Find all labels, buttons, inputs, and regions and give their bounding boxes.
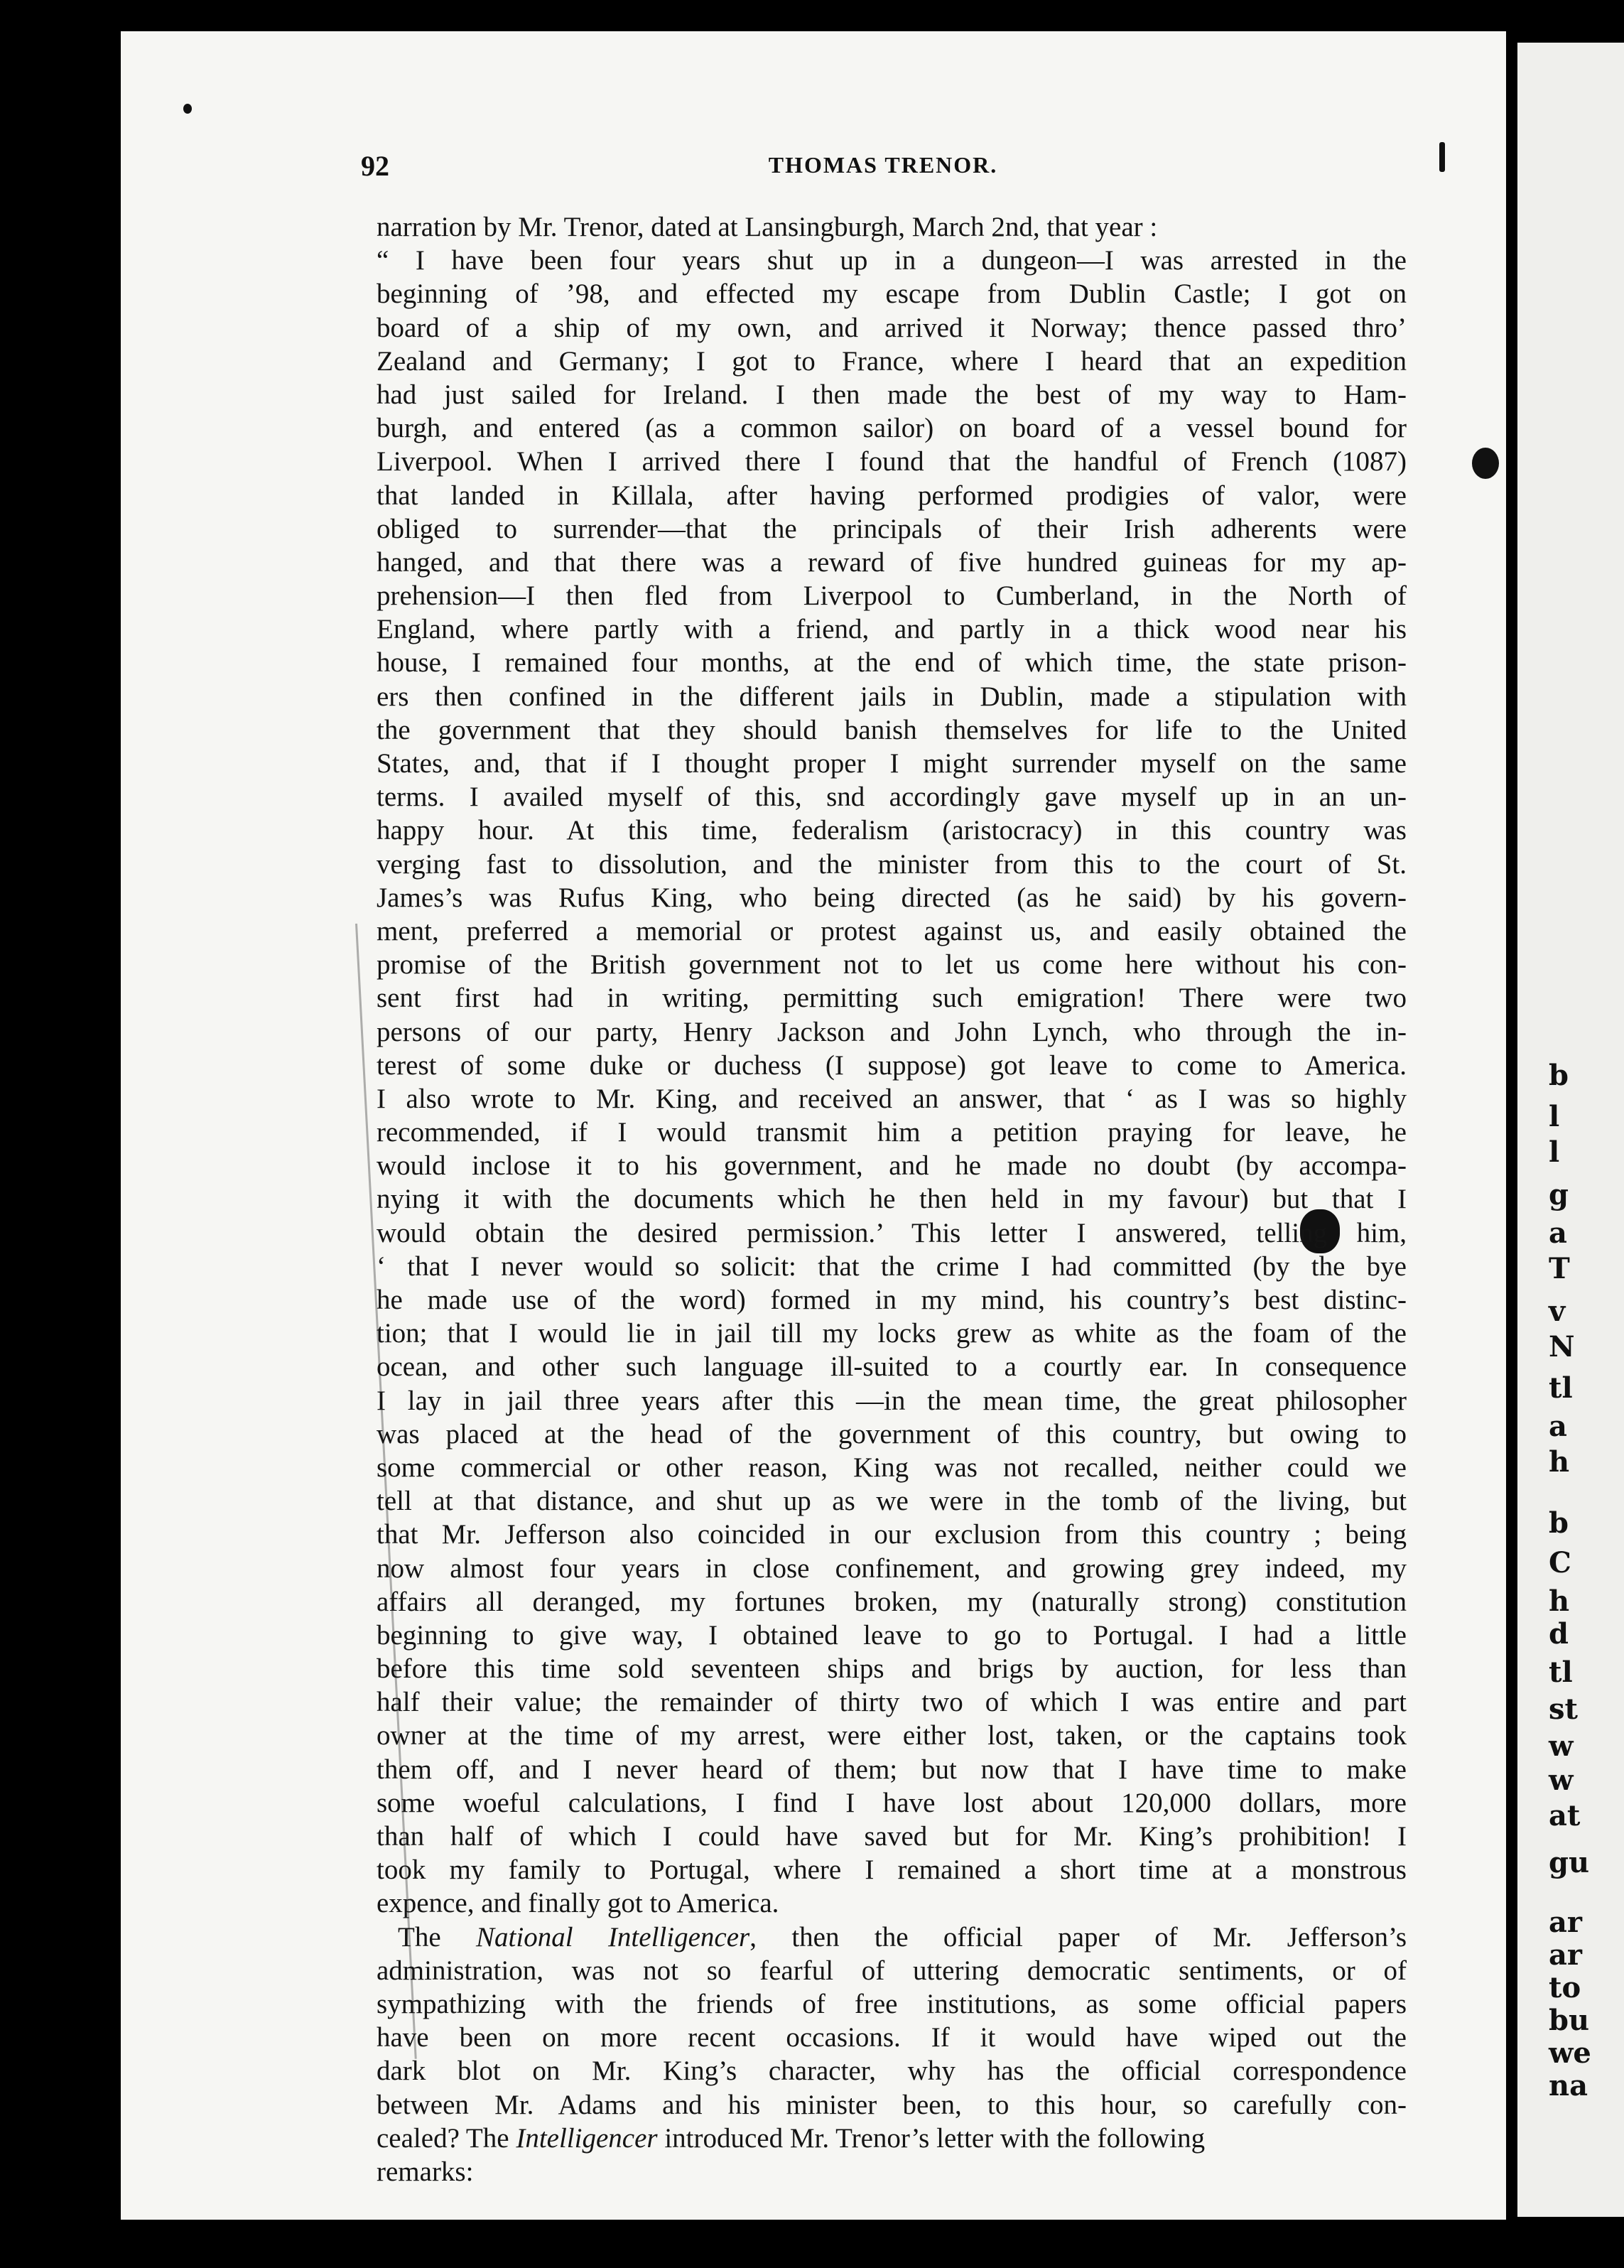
text-line: the government that they should banish themselves for life to the United <box>377 714 1407 745</box>
facing-page-fragment: N <box>1549 1330 1575 1364</box>
text-line: terms. I availed myself of this, snd accordingly gave myself up in an un- <box>377 782 1407 813</box>
text-line: terest of some duke or duchess (I suppose) got leave to come to America. <box>377 1049 1407 1081</box>
text-line: sympathizing with the friends of free institutions, as some official papers <box>377 1988 1407 2019</box>
facing-page-fragment: l <box>1549 1100 1560 1133</box>
text-line: them off, and I never heard of them; but now that I have time to make <box>377 1754 1407 1785</box>
text-line: between Mr. Adams and his minister been, to this hour, so carefully con- <box>377 2089 1407 2120</box>
text-line: tell at that distance, and shut up as we were in the tomb of the living, but <box>377 1486 1407 1517</box>
text-line: administration, was not so fearful of uttering democratic sentiments, or of <box>377 1955 1407 1986</box>
text-line: board of a ship of my own, and arrived it Norway; thence passed thro’ <box>377 312 1407 343</box>
text-line: that landed in Killala, after having performed prodigies of valor, were <box>377 480 1407 511</box>
text-line: Liverpool. When I arrived there I found that the handful of French (1087) <box>377 446 1407 477</box>
text-line: prehension—I then fled from Liverpool to Cumberland, in the North of <box>377 580 1407 612</box>
text-line: now almost four years in close confinement, and growing grey indeed, my <box>377 1552 1407 1584</box>
facing-page-fragment: v <box>1549 1295 1566 1328</box>
text-line: happy hour. At this time, federalism (aristocracy) in this country was <box>377 815 1407 846</box>
facing-page-fragment: g <box>1549 1178 1569 1211</box>
facing-page-fragment: tl <box>1549 1371 1573 1405</box>
text-line: hanged, and that there was a reward of five hundred guineas for my ap- <box>377 546 1407 578</box>
facing-page-fragment: tl <box>1549 1656 1573 1689</box>
facing-page-fragment: h <box>1549 1445 1570 1479</box>
facing-page-fragment: ar <box>1549 1906 1582 1939</box>
facing-page-fragment: C <box>1549 1546 1571 1580</box>
facing-page-fragment: a <box>1549 1216 1567 1250</box>
text-line: recommended, if I would transmit him a petition praying for leave, he <box>377 1117 1407 1148</box>
facing-page-fragment: ar <box>1549 1938 1582 1972</box>
text-line: England, where partly with a friend, and partly in a thick wood near his <box>377 614 1407 645</box>
text-line: obliged to surrender—that the principals of their Irish adherents were <box>377 513 1407 544</box>
text-line: had just sailed for Ireland. I then made the best of my way to Ham- <box>377 379 1407 410</box>
ink-speck <box>183 104 192 114</box>
text-line: before this time sold seventeen ships and brigs by auction, for less than <box>377 1653 1407 1685</box>
facing-page-fragment: b <box>1549 1059 1569 1092</box>
text-line: than half of which I could have saved but for Mr. King’s prohibition! I <box>377 1821 1407 1852</box>
facing-page-fragment: st <box>1549 1692 1578 1726</box>
facing-page-fragment: T <box>1549 1252 1570 1285</box>
text-line: beginning to give way, I obtained leave to go to Portugal. I had a little <box>377 1619 1407 1651</box>
text-line: some woeful calculations, I find I have lost about 120,000 dollars, more <box>377 1787 1407 1818</box>
text-line: expence, and finally got to America. <box>377 1888 779 1919</box>
text-line: dark blot on Mr. King’s character, why has the official correspondence <box>377 2056 1407 2087</box>
text-line: verging fast to dissolution, and the minister from this to the court of St. <box>377 848 1407 880</box>
text-line: some commercial or other reason, King was not recalled, neither could we <box>377 1452 1407 1483</box>
text-line: States, and, that if I thought proper I might surrender myself on the same <box>377 748 1407 779</box>
text-line: would obtain the desired permission.’ This letter I answered, telling him, <box>377 1217 1407 1248</box>
facing-page-fragment: bu <box>1549 2004 1590 2037</box>
facing-page-fragment: gu <box>1549 1846 1590 1879</box>
body-text <box>377 210 1407 2188</box>
facing-page-fragment: at <box>1549 1799 1581 1832</box>
text-line: tion; that I would lie in jail till my locks grew as white as the foam of the <box>377 1318 1407 1349</box>
text-line: half their value; the remainder of thirty two of which I was entire and part <box>377 1687 1407 1718</box>
text-line: owner at the time of my arrest, were either lost, taken, or the captains took <box>377 1720 1407 1751</box>
text-line: I lay in jail three years after this —in the mean time, the great philosopher <box>377 1385 1407 1416</box>
facing-page-fragment: d <box>1549 1617 1569 1651</box>
text-line: “ I have been four years shut up in a dungeon—I was arrested in the <box>377 245 1407 276</box>
text-line: that Mr. Jefferson also coincided in our exclusion from this country ; being <box>377 1519 1407 1550</box>
text-line: persons of our party, Henry Jackson and John Lynch, who through the in- <box>377 1016 1407 1047</box>
page-gutter <box>1506 0 1517 2268</box>
facing-page-fragment: w <box>1549 1764 1574 1797</box>
text-line: promise of the British government not to let us come here without his con- <box>377 949 1407 981</box>
text-line: The National Intelligencer, then the official paper of Mr. Jefferson’s <box>398 1921 1407 1953</box>
facing-page-fragment: w <box>1549 1729 1574 1763</box>
text-line: ment, preferred a memorial or protest against us, and easily obtained the <box>377 915 1407 946</box>
facing-page-fragment: a <box>1549 1410 1567 1443</box>
text-line: ocean, and other such language ill-suited to a courtly ear. In consequence <box>377 1351 1407 1383</box>
text-line: have been on more recent occasions. If it would have wiped out the <box>377 2022 1407 2053</box>
text-line: house, I remained four months, at the end of which time, the state prison- <box>377 647 1407 679</box>
text-line: James’s was Rufus King, who being directed (as he said) by his govern- <box>377 882 1407 913</box>
ink-speck <box>1439 142 1445 172</box>
facing-page-fragment: h <box>1549 1584 1570 1618</box>
facing-page-fragment: na <box>1549 2069 1588 2102</box>
text-line: nying it with the documents which he then held in my favour) but that I <box>377 1184 1407 1215</box>
text-line: ers then confined in the different jails in Dublin, made a stipulation with <box>377 681 1407 712</box>
facing-page-edge <box>1517 43 1624 2217</box>
ink-blot <box>1472 448 1499 479</box>
text-line: would inclose it to his government, and he made no doubt (by accompa- <box>377 1150 1407 1182</box>
page-header <box>361 149 1405 185</box>
text-line: affairs all deranged, my fortunes broken, my (naturally strong) constitution <box>377 1586 1407 1617</box>
text-line: was placed at the head of the government of this country, but owing to <box>377 1418 1407 1449</box>
text-line: cealed? The Intelligencer introduced Mr. Trenor’s letter with the following <box>377 2122 1206 2154</box>
text-line: narration by Mr. Trenor, dated at Lansingburgh, March 2nd, that year : <box>377 212 1158 242</box>
text-line: sent first had in writing, permitting such emigration! There were two <box>377 983 1407 1014</box>
text-line: I also wrote to Mr. King, and received an answer, that ‘ as I was so highly <box>377 1083 1407 1114</box>
facing-page-fragment: we <box>1549 2036 1591 2070</box>
text-line: Zealand and Germany; I got to France, where I heard that an expedition <box>377 345 1407 377</box>
text-line: burgh, and entered (as a common sailor) on board of a vessel bound for <box>377 413 1407 444</box>
text-line: took my family to Portugal, where I remained a short time at a monstrous <box>377 1854 1407 1886</box>
facing-page-fragment: l <box>1549 1135 1560 1169</box>
text-line: beginning of ’98, and effected my escape from Dublin Castle; I got on <box>377 279 1407 310</box>
text-line: remarks: <box>377 2156 474 2187</box>
facing-page-fragment: b <box>1549 1506 1569 1540</box>
page-number: 92 <box>361 150 389 182</box>
text-line: he made use of the word) formed in my mind, his country’s best distinc- <box>377 1285 1407 1315</box>
facing-page-fragment: to <box>1549 1971 1581 2004</box>
text-line: ‘ that I never would so solicit: that the crime I had committed (by the bye <box>377 1251 1407 1282</box>
running-head: THOMAS TRENOR. <box>768 152 998 178</box>
